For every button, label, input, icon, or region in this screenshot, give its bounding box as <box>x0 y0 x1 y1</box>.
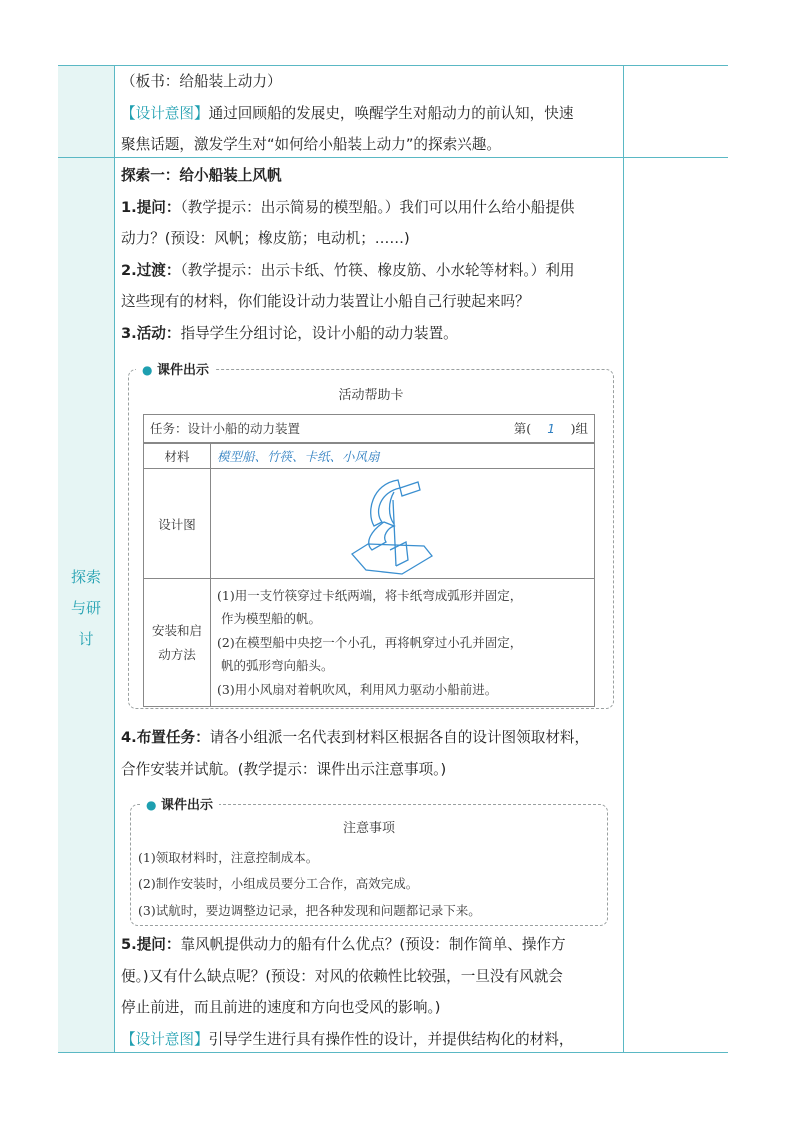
q5-cont: 便。)又有什么缺点呢？(预设：对风的依赖性比较强，一旦没有风就会 <box>121 967 563 985</box>
q3-label: 3.活动： <box>121 324 181 342</box>
task-4 <box>121 722 619 785</box>
task-row <box>144 415 595 443</box>
note-item: (1)领取材料时，注意控制成本。 <box>138 850 319 865</box>
method-label <box>144 579 211 707</box>
dot-icon: ● <box>146 798 157 812</box>
top-section <box>121 66 619 161</box>
q4 <box>121 722 619 754</box>
group-prefix: 第( <box>513 421 532 437</box>
q3-text: 指导学生分组讨论，设计小船的动力装置。 <box>180 324 458 342</box>
card-tab-label: 课件出示 <box>161 798 214 813</box>
method-steps <box>211 579 595 707</box>
board-note: （板书：给船装上动力） <box>121 73 282 90</box>
note-item: (2)制作安装时，小组成员要分工合作，高效完成。 <box>138 876 419 891</box>
q2-label: 2.过渡： <box>121 261 181 279</box>
material-label: 材料 <box>144 443 211 469</box>
design-figure <box>211 469 595 579</box>
explore-heading: 探索一：给小船装上风帆 <box>121 167 282 184</box>
intent-tag: 【设计意图】 <box>121 104 209 122</box>
card-title: 注意事项 <box>342 821 395 836</box>
q2-text: （教学提示：出示卡纸、竹筷、橡皮筋、小水轮等材料。）利用 <box>180 261 575 279</box>
intent-text: 通过回顾船的发展史，唤醒学生对船动力的前认知，快速 <box>208 104 574 122</box>
side-cell-top <box>58 65 114 157</box>
q2 <box>121 255 619 287</box>
intent-text-cont: 聚焦话题，激发学生对“如何给小船装上动力”的探索兴趣。 <box>121 136 501 153</box>
side-label-line: 探索 <box>70 568 101 586</box>
method-step: (1)用一支竹筷穿过卡纸两端，将卡纸弯成弧形并固定， <box>217 587 523 603</box>
design-intent <box>121 1024 619 1056</box>
help-table <box>143 414 595 707</box>
method-step: 帆的弧形弯向船头。 <box>221 658 334 674</box>
card-title: 活动帮助卡 <box>338 388 404 403</box>
material-value: 模型船、竹筷、卡纸、小风扇 <box>211 443 595 469</box>
col-divider-left <box>114 65 115 1053</box>
dot-icon: ● <box>142 363 153 377</box>
sailboat-drawing-icon <box>338 472 468 576</box>
side-label <box>58 562 114 655</box>
card-tab <box>140 796 219 815</box>
q4-text: 请各小组派一名代表到材料区根据各自的设计图领取材料， <box>209 729 590 746</box>
design-label: 设计图 <box>144 469 211 579</box>
q1 <box>121 192 619 224</box>
card-tab-label: 课件出示 <box>157 363 210 378</box>
note-item: (3)试航时，要边调整边记录，把各种发现和问题都记录下来。 <box>138 903 481 918</box>
q1-cont: 动力？(预设：风帆；橡皮筋；电动机；……) <box>121 230 410 247</box>
q5-section <box>121 929 619 1055</box>
method-label-line: 安装和启 <box>151 622 202 638</box>
side-label-line: 讨 <box>78 630 94 648</box>
q2-cont: 这些现有的材料，你们能设计动力装置让小船自己行驶起来吗？ <box>121 293 530 310</box>
q5-cont: 停止前进，而且前进的速度和方向也受风的影响。) <box>121 999 441 1016</box>
q4-cont: 合作安装并试航。(教学提示：课件出示注意事项。) <box>121 760 447 778</box>
card-tab <box>136 361 215 380</box>
q5-text: 靠风帆提供动力的船有什么优点？(预设：制作简单、操作方 <box>180 936 566 953</box>
q3 <box>121 318 619 350</box>
design-intent <box>121 98 619 130</box>
q5-label: 5.提问： <box>121 936 181 953</box>
method-step: (2)在模型船中央挖一个小孔，再将帆穿过小孔并固定， <box>217 634 523 650</box>
intent-text: 引导学生进行具有操作性的设计，并提供结构化的材料， <box>208 1030 574 1048</box>
group-num: 1 <box>547 421 555 437</box>
col-divider-right <box>623 65 624 1053</box>
group-suffix: )组 <box>570 421 588 437</box>
explore-section <box>121 160 619 349</box>
q1-label: 1.提问： <box>121 198 181 216</box>
q5 <box>121 929 619 961</box>
q1-text: （教学提示：出示简易的模型船。）我们可以用什么给小船提供 <box>180 198 575 216</box>
group-number <box>514 419 588 437</box>
side-label-line: 与研 <box>70 599 101 617</box>
method-label-line: 动方法 <box>158 646 196 662</box>
intent-tag: 【设计意图】 <box>121 1030 209 1048</box>
task-label: 任务：设计小船的动力装置 <box>150 421 301 437</box>
q4-label: 4.布置任务： <box>121 729 210 746</box>
method-step: 作为模型船的帆。 <box>221 611 322 627</box>
method-step: (3)用小风扇对着帆吹风，利用风力驱动小船前进。 <box>217 681 498 697</box>
